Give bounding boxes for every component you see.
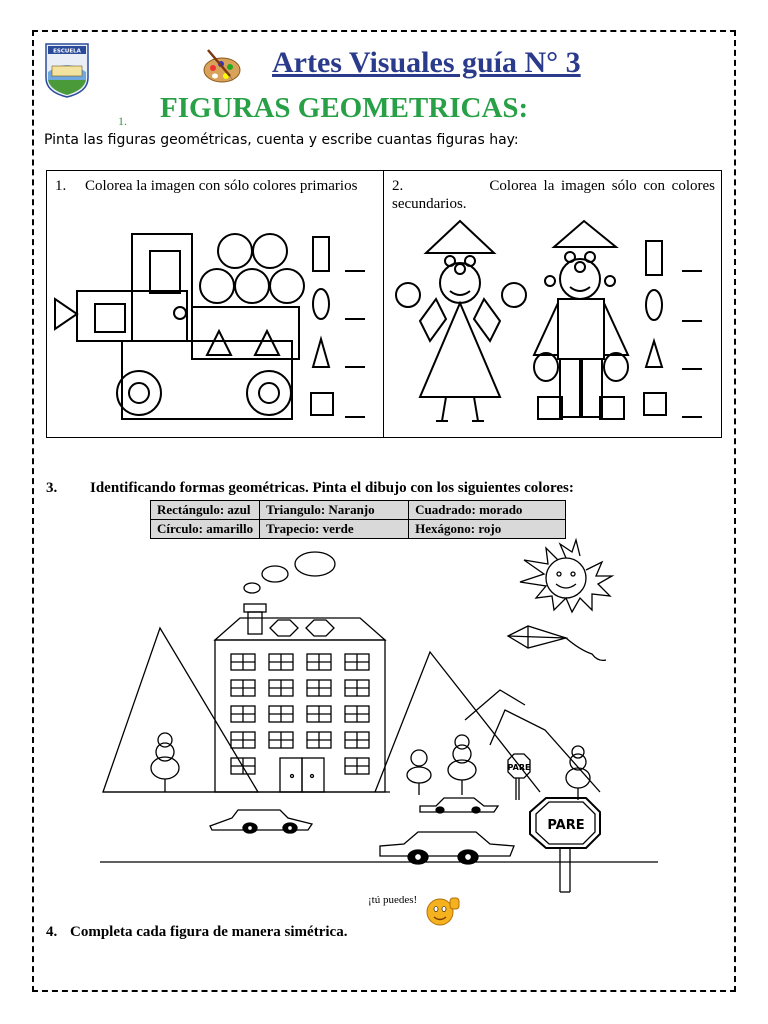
instruction-text: Pinta las figuras geométricas, cuenta y escribe cuantas figuras hay:	[44, 132, 519, 148]
table-cell: Triangulo: Naranjo	[260, 501, 409, 520]
palette-icon	[200, 46, 244, 86]
page-subtitle: FIGURAS GEOMETRICAS:	[160, 92, 529, 124]
page-title: Artes Visuales guía N° 3	[272, 46, 581, 79]
section-4-number: 4.	[46, 924, 58, 940]
table-cell: Rectángulo: azul	[151, 501, 260, 520]
large-stop-sign-text: PARE	[547, 818, 585, 833]
activity-2-box	[383, 170, 722, 438]
color-key-table	[150, 500, 566, 539]
activity-1-number: 1.	[55, 178, 67, 194]
activity-2-number: 2.	[392, 178, 404, 194]
table-cell: Hexágono: rojo	[409, 520, 566, 539]
activity-1-box	[46, 170, 384, 438]
logo-text: ESCUELA	[53, 48, 81, 55]
school-logo	[44, 42, 90, 98]
section-4-heading	[46, 924, 347, 941]
people-drawing	[384, 171, 723, 439]
thumbs-up-smiley-icon	[424, 892, 464, 928]
section-3-heading	[46, 480, 574, 497]
table-cell: Cuadrado: morado	[409, 501, 566, 520]
table-row	[151, 520, 566, 539]
section-4-text: Completa cada figura de manera simétrica.	[70, 924, 348, 940]
section-3-text: Identificando formas geométricas. Pinta el dibujo con los siguientes colores:	[90, 480, 574, 496]
table-cell: Trapecio: verde	[260, 520, 409, 539]
table-cell: Círculo: amarillo	[151, 520, 260, 539]
encouragement-text: ¡tú puedes!	[368, 894, 418, 906]
activity-2-instruction: Colorea la imagen sólo con colores secundarios.	[392, 178, 716, 212]
small-stop-sign-text: PARE	[507, 763, 531, 772]
table-row	[151, 501, 566, 520]
section-3-number: 3.	[46, 480, 58, 496]
activity-1-instruction: Colorea la imagen con sólo colores primarios	[85, 178, 358, 194]
truck-drawing	[47, 171, 385, 439]
subtitle-number: 1.	[118, 114, 127, 128]
